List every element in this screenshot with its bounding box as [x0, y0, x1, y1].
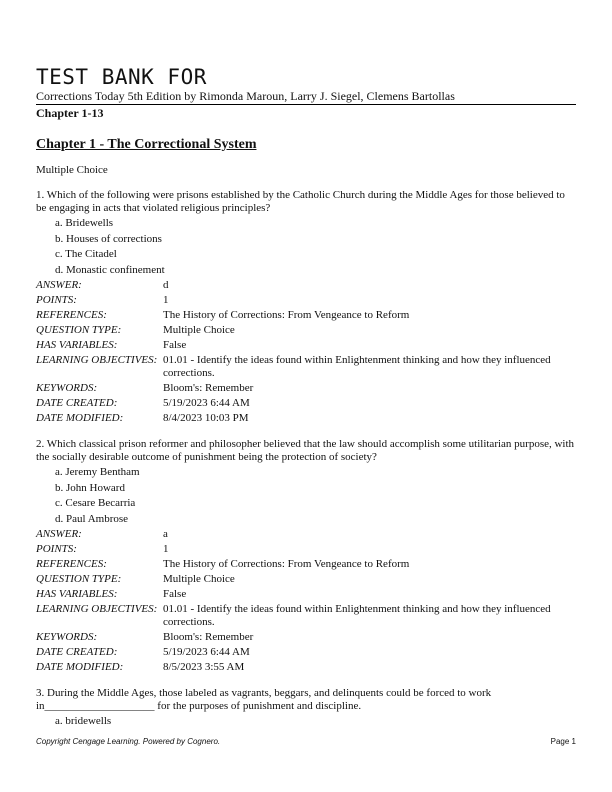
- meta-label: DATE CREATED:: [36, 646, 118, 658]
- option-a: a. Bridewells: [55, 217, 114, 229]
- option-b: b. Houses of corrections: [55, 232, 162, 245]
- learning-objectives-value: 01.01 - Identify the ideas found within Enlightenment thinking and how they influenced corrections.: [163, 354, 551, 379]
- question-type-value: Multiple Choice: [163, 324, 235, 336]
- meta-references: [36, 557, 576, 572]
- meta-keywords: [36, 381, 576, 396]
- meta-label: HAS VARIABLES:: [36, 588, 118, 600]
- question-text: 2. Which classical prison reformer and philosopher believed that the law should accomplish some utilitarian purpose, with the socially desirable outcome of punishment being the protection of society?: [36, 438, 575, 463]
- date-modified-value: 8/5/2023 3:55 AM: [163, 661, 245, 673]
- meta-date-modified: [36, 660, 576, 675]
- has-variables-value: False: [163, 588, 187, 600]
- section-label: Multiple Choice: [36, 164, 108, 176]
- keywords-value: Bloom's: Remember: [163, 382, 254, 394]
- points-value: 1: [163, 543, 169, 555]
- option-c: c. Cesare Becarria: [55, 497, 136, 509]
- question-text: 1. Which of the following were prisons established by the Catholic Church during the Middle Ages for those believed to be engaging in acts that violated religious principles?: [36, 189, 565, 214]
- meta-label: QUESTION TYPE:: [36, 324, 122, 336]
- references-value: The History of Corrections: From Vengeance to Reform: [163, 558, 410, 570]
- meta-label: REFERENCES:: [36, 558, 107, 570]
- meta-label: POINTS:: [36, 543, 77, 555]
- question-1: [36, 189, 576, 426]
- question-type-value: Multiple Choice: [163, 573, 235, 585]
- meta-label: DATE MODIFIED:: [36, 412, 124, 424]
- meta-keywords: [36, 630, 576, 645]
- answer-value: a: [163, 528, 168, 540]
- references-value: The History of Corrections: From Vengeance to Reform: [163, 309, 410, 321]
- option-a: a. bridewells: [55, 715, 112, 727]
- meta-learning-objectives: [36, 602, 576, 628]
- meta-date-created: [36, 645, 576, 660]
- keywords-value: Bloom's: Remember: [163, 631, 254, 643]
- answer-options: [36, 714, 576, 730]
- meta-label: REFERENCES:: [36, 309, 107, 321]
- meta-label: POINTS:: [36, 294, 77, 306]
- meta-label: KEYWORDS:: [36, 382, 98, 394]
- meta-points: [36, 293, 576, 308]
- page-number: Page 1: [550, 737, 576, 746]
- option-b: b. John Howard: [55, 481, 125, 494]
- meta-date-created: [36, 396, 576, 411]
- date-created-value: 5/19/2023 6:44 AM: [163, 646, 250, 658]
- question-metadata: [36, 527, 576, 675]
- date-created-value: 5/19/2023 6:44 AM: [163, 397, 250, 409]
- meta-points: [36, 542, 576, 557]
- meta-has-variables: [36, 587, 576, 602]
- chapter-title: Chapter 1 - The Correctional System: [36, 137, 257, 152]
- meta-label: DATE CREATED:: [36, 397, 118, 409]
- meta-label: HAS VARIABLES:: [36, 339, 118, 351]
- question-metadata: [36, 278, 576, 426]
- option-a: a. Jeremy Bentham: [55, 466, 140, 478]
- meta-label: QUESTION TYPE:: [36, 573, 122, 585]
- answer-options: [36, 465, 576, 527]
- chapter-range: Chapter 1-13: [36, 106, 104, 120]
- option-d: d. Monastic confinement: [55, 263, 165, 276]
- meta-references: [36, 308, 576, 323]
- meta-question-type: [36, 572, 576, 587]
- meta-label: ANSWER:: [36, 528, 82, 540]
- page-footer: [36, 737, 576, 746]
- meta-learning-objectives: [36, 353, 576, 379]
- book-subtitle: Corrections Today 5th Edition by Rimonda Maroun, Larry J. Siegel, Clemens Bartollas: [36, 89, 576, 105]
- meta-has-variables: [36, 338, 576, 353]
- question-text: 3. During the Middle Ages, those labeled as vagrants, beggars, and delinquents could be forced to work in____________________ for the purposes of punishment and discipline.: [36, 687, 492, 712]
- meta-date-modified: [36, 411, 576, 426]
- meta-label: LEARNING OBJECTIVES:: [36, 603, 158, 615]
- question-2: [36, 438, 576, 675]
- meta-label: KEYWORDS:: [36, 631, 98, 643]
- document-page: [36, 66, 576, 730]
- meta-label: LEARNING OBJECTIVES:: [36, 354, 158, 366]
- meta-question-type: [36, 323, 576, 338]
- meta-answer: [36, 278, 576, 293]
- answer-options: [36, 216, 576, 278]
- meta-answer: [36, 527, 576, 542]
- meta-label: DATE MODIFIED:: [36, 661, 124, 673]
- meta-label: ANSWER:: [36, 279, 82, 291]
- learning-objectives-value: 01.01 - Identify the ideas found within Enlightenment thinking and how they influenced corrections.: [163, 603, 551, 628]
- points-value: 1: [163, 294, 169, 306]
- question-3: [36, 687, 576, 730]
- date-modified-value: 8/4/2023 10:03 PM: [163, 412, 249, 424]
- option-d: d. Paul Ambrose: [55, 512, 129, 525]
- copyright-notice: Copyright Cengage Learning. Powered by Cognero.: [36, 737, 221, 746]
- document-title: TEST BANK FOR: [36, 65, 207, 89]
- answer-value: d: [163, 279, 169, 291]
- has-variables-value: False: [163, 339, 187, 351]
- option-c: c. The Citadel: [55, 248, 117, 260]
